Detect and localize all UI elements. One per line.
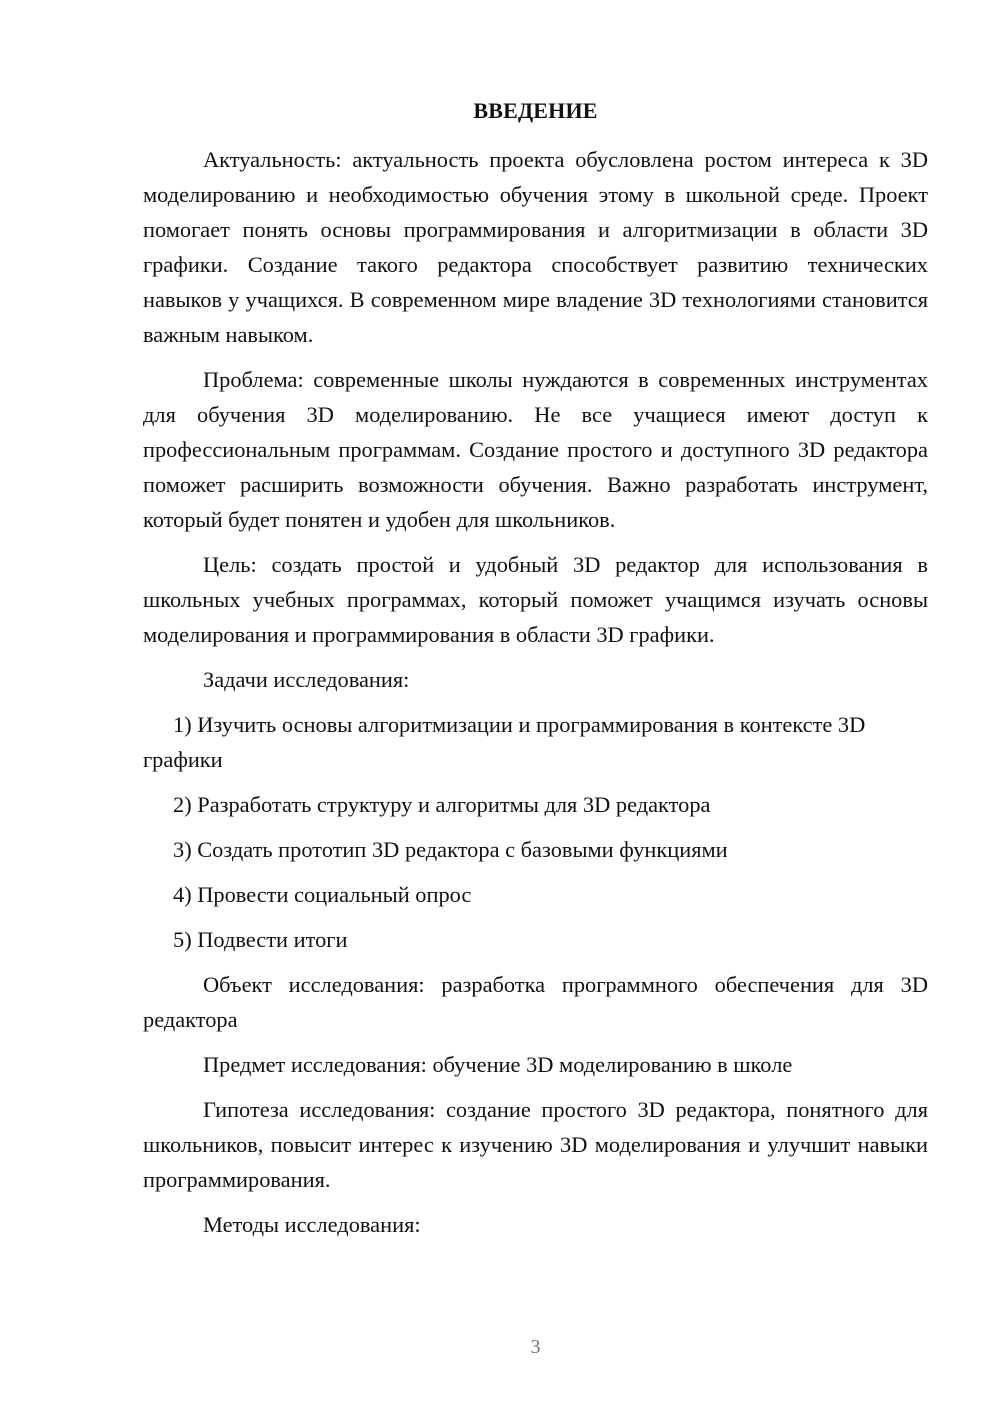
paragraph-methods: Методы исследования: (203, 1212, 421, 1237)
task-item-4: 4) Провести социальный опрос (173, 882, 472, 907)
page-number: 3 (530, 1336, 541, 1358)
paragraph-goal: Цель: создать простой и удобный 3D редактор для использования в школьных учебных программах, который поможет учащимся изучать основы моделирования и программирования в области 3D графики. (143, 552, 928, 647)
paragraph-object: Объект исследования: разработка программного обеспечения для 3D редактора (143, 972, 928, 1032)
paragraph-hypothesis: Гипотеза исследования: создание простого 3D редактора, понятного для школьников, повысит интерес к изучению 3D моделирования и улучшит навыки программирования. (143, 1097, 928, 1192)
task-item-5: 5) Подвести итоги (173, 927, 348, 952)
paragraph-problem: Проблема: современные школы нуждаются в современных инструментах для обучения 3D моделированию. Не все учащиеся имеют доступ к профессиональным программам. Создание простого и доступного 3D редактора поможет расширить возможности обучения. Важно разработать инструмент, который будет понятен и удобен для школьников. (143, 367, 928, 532)
task-item-3: 3) Создать прототип 3D редактора с базовыми функциями (173, 837, 728, 862)
paragraph-subject: Предмет исследования: обучение 3D моделированию в школе (203, 1052, 793, 1077)
task-item-1: 1) Изучить основы алгоритмизации и программирования в контексте 3D графики (143, 712, 866, 772)
document-page (143, 0, 928, 1414)
document-body (143, 142, 928, 1252)
paragraph-tasks-heading: Задачи исследования: (203, 667, 410, 692)
task-item-2: 2) Разработать структуру и алгоритмы для 3D редактора (173, 792, 711, 817)
page-title: ВВЕДЕНИЕ (473, 98, 598, 123)
paragraph-relevance: Актуальность: актуальность проекта обусловлена ростом интереса к 3D моделированию и необходимостью обучения этому в школьной среде. Проект помогает понять основы программирования и алгоритмизации в области 3D графики. Создание такого редактора способствует развитию технических навыков у учащихся. В современном мире владение 3D технологиями становится важным навыком. (143, 147, 928, 347)
